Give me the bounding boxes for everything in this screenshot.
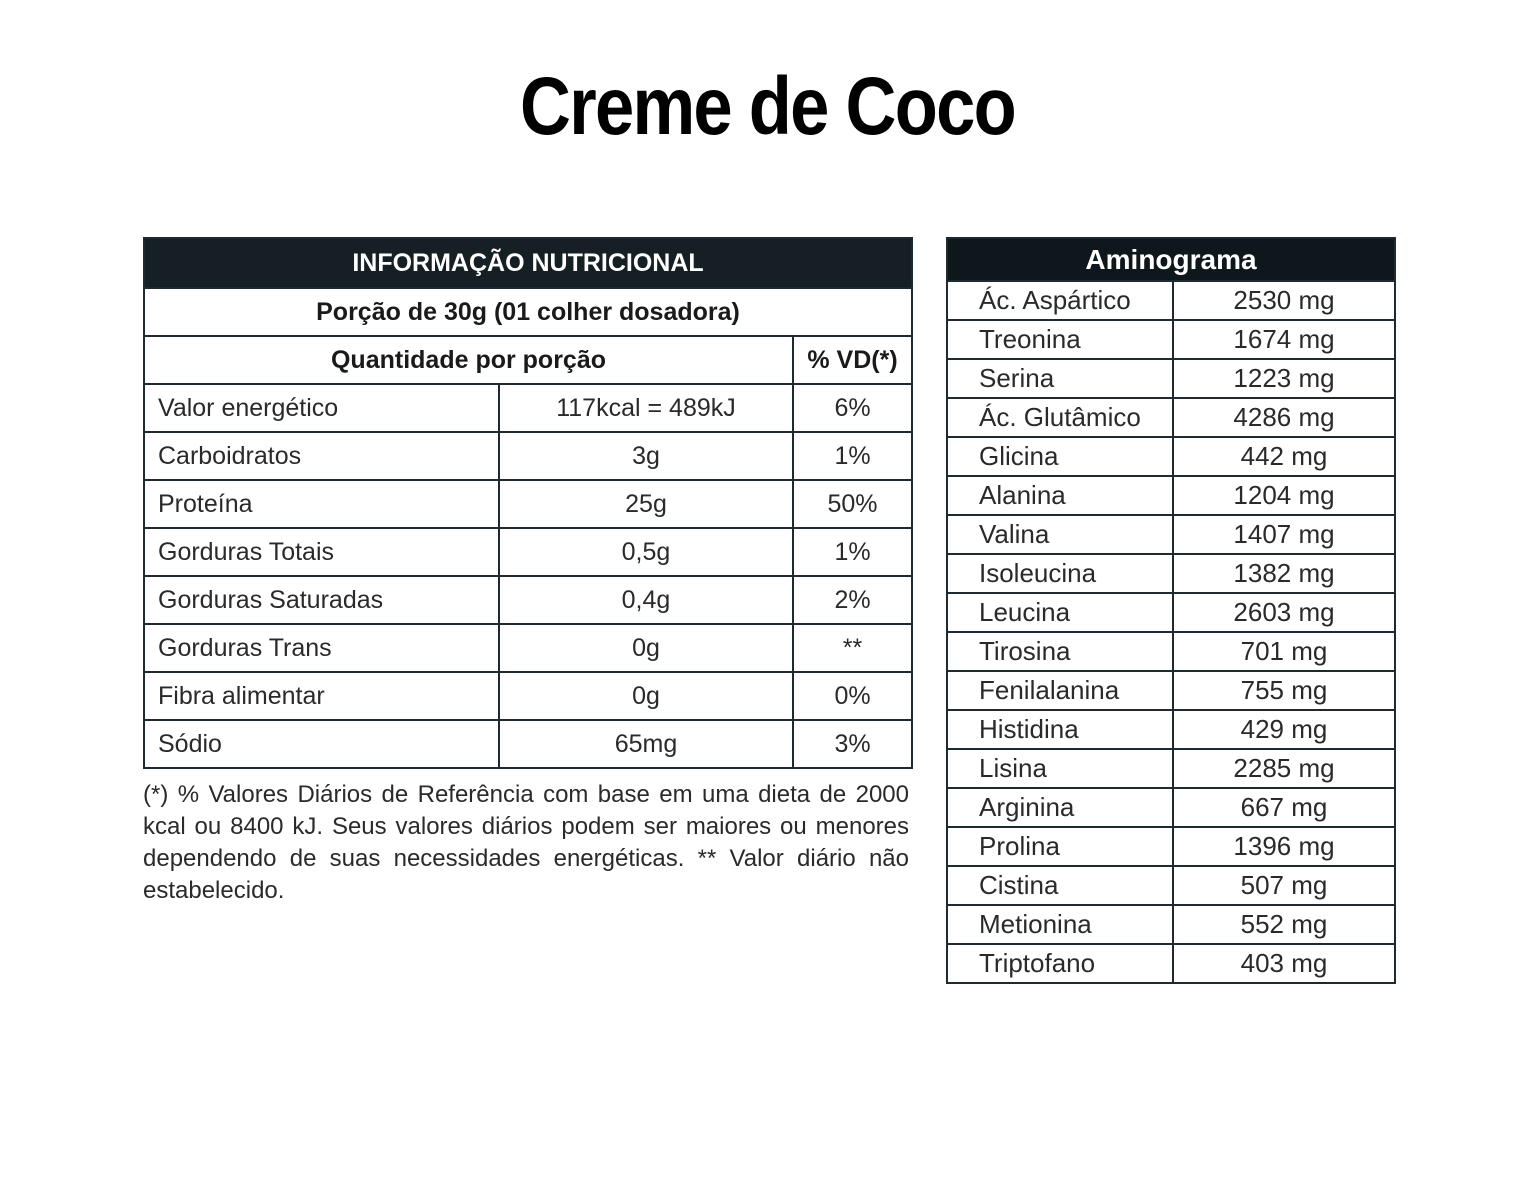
amino-acid-value: 2530 mg — [1173, 281, 1395, 320]
nutrient-label: Fibra alimentar — [144, 672, 499, 720]
amino-acid-name: Alanina — [947, 476, 1173, 515]
nutrient-label: Valor energético — [144, 384, 499, 432]
table-row — [947, 905, 1395, 944]
amino-acid-name: Arginina — [947, 788, 1173, 827]
nutrition-header: INFORMAÇÃO NUTRICIONAL — [144, 238, 912, 288]
amino-acid-value: 701 mg — [1173, 632, 1395, 671]
page-title: Creme de Coco — [520, 61, 1015, 152]
aminogram-panel — [946, 237, 1394, 984]
nutrient-vd: 6% — [793, 384, 912, 432]
table-row — [947, 827, 1395, 866]
aminogram-rows — [947, 281, 1395, 983]
nutrient-amount: 65mg — [499, 720, 793, 768]
amino-acid-name: Treonina — [947, 320, 1173, 359]
amino-acid-value: 442 mg — [1173, 437, 1395, 476]
nutrient-vd: ** — [793, 624, 912, 672]
table-row — [947, 437, 1395, 476]
table-row — [947, 359, 1395, 398]
nutrition-panel — [143, 237, 911, 907]
nutrient-vd: 0% — [793, 672, 912, 720]
table-row — [947, 281, 1395, 320]
amino-acid-value: 1382 mg — [1173, 554, 1395, 593]
amino-acid-name: Triptofano — [947, 944, 1173, 983]
vd-column-header: % VD(*) — [793, 336, 912, 384]
nutrient-label: Gorduras Totais — [144, 528, 499, 576]
table-row — [947, 554, 1395, 593]
amino-acid-name: Valina — [947, 515, 1173, 554]
table-row — [144, 480, 912, 528]
nutrient-amount: 117kcal = 489kJ — [499, 384, 793, 432]
nutrition-table — [143, 237, 913, 769]
table-row — [947, 671, 1395, 710]
table-row — [947, 515, 1395, 554]
nutrient-vd: 50% — [793, 480, 912, 528]
table-row — [144, 672, 912, 720]
nutrient-amount: 0g — [499, 672, 793, 720]
nutrition-rows — [144, 384, 912, 768]
nutrition-footnote: (*) % Valores Diários de Referência com base em uma dieta de 2000 kcal ou 8400 kJ. Seus valores diários podem ser maiores ou menores dependendo de suas necessidades energéticas. ** Valor diário não estabelecido. — [143, 781, 909, 904]
amino-acid-value: 1396 mg — [1173, 827, 1395, 866]
table-row — [144, 720, 912, 768]
nutrient-amount: 3g — [499, 432, 793, 480]
table-row — [144, 576, 912, 624]
nutrient-vd: 1% — [793, 432, 912, 480]
table-row — [947, 710, 1395, 749]
amino-acid-name: Cistina — [947, 866, 1173, 905]
nutrient-amount: 0,5g — [499, 528, 793, 576]
amino-acid-name: Ác. Glutâmico — [947, 398, 1173, 437]
aminogram-header: Aminograma — [947, 238, 1395, 281]
table-row — [947, 398, 1395, 437]
portion-label: Porção de 30g (01 colher dosadora) — [144, 288, 912, 336]
amino-acid-value: 1204 mg — [1173, 476, 1395, 515]
aminogram-table — [946, 237, 1396, 984]
amino-acid-value: 2285 mg — [1173, 749, 1395, 788]
amino-acid-value: 2603 mg — [1173, 593, 1395, 632]
nutrient-amount: 0,4g — [499, 576, 793, 624]
table-row — [947, 320, 1395, 359]
table-row — [947, 593, 1395, 632]
table-row — [947, 866, 1395, 905]
table-row — [947, 944, 1395, 983]
quantity-column-header: Quantidade por porção — [144, 336, 793, 384]
table-row — [144, 528, 912, 576]
nutrient-amount: 0g — [499, 624, 793, 672]
table-row — [144, 384, 912, 432]
amino-acid-value: 429 mg — [1173, 710, 1395, 749]
table-row — [144, 624, 912, 672]
amino-acid-value: 1674 mg — [1173, 320, 1395, 359]
amino-acid-value: 1223 mg — [1173, 359, 1395, 398]
amino-acid-name: Ác. Aspártico — [947, 281, 1173, 320]
amino-acid-name: Leucina — [947, 593, 1173, 632]
nutrient-label: Sódio — [144, 720, 499, 768]
table-row — [947, 632, 1395, 671]
amino-acid-name: Tirosina — [947, 632, 1173, 671]
nutrient-label: Gorduras Trans — [144, 624, 499, 672]
table-row — [144, 432, 912, 480]
amino-acid-name: Prolina — [947, 827, 1173, 866]
nutrient-vd: 3% — [793, 720, 912, 768]
nutrient-vd: 2% — [793, 576, 912, 624]
nutrient-label: Carboidratos — [144, 432, 499, 480]
table-row — [947, 788, 1395, 827]
amino-acid-value: 552 mg — [1173, 905, 1395, 944]
amino-acid-name: Glicina — [947, 437, 1173, 476]
amino-acid-value: 4286 mg — [1173, 398, 1395, 437]
amino-acid-value: 1407 mg — [1173, 515, 1395, 554]
amino-acid-name: Metionina — [947, 905, 1173, 944]
amino-acid-name: Isoleucina — [947, 554, 1173, 593]
amino-acid-value: 507 mg — [1173, 866, 1395, 905]
amino-acid-name: Histidina — [947, 710, 1173, 749]
table-row — [947, 476, 1395, 515]
amino-acid-name: Serina — [947, 359, 1173, 398]
amino-acid-value: 403 mg — [1173, 944, 1395, 983]
table-row — [947, 749, 1395, 788]
amino-acid-name: Fenilalanina — [947, 671, 1173, 710]
nutrient-vd: 1% — [793, 528, 912, 576]
nutrient-label: Proteína — [144, 480, 499, 528]
nutrient-amount: 25g — [499, 480, 793, 528]
amino-acid-value: 755 mg — [1173, 671, 1395, 710]
nutrient-label: Gorduras Saturadas — [144, 576, 499, 624]
amino-acid-name: Lisina — [947, 749, 1173, 788]
amino-acid-value: 667 mg — [1173, 788, 1395, 827]
